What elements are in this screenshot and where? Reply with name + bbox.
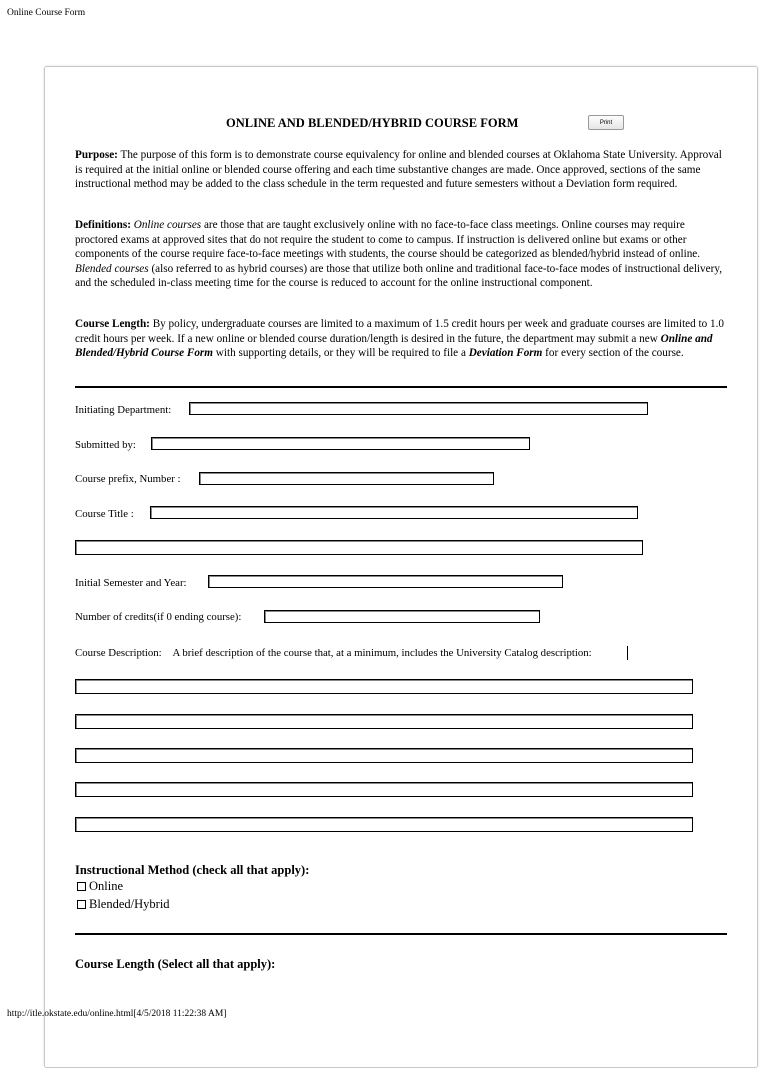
instructional-method-heading: Instructional Method (check all that apply): <box>75 863 310 877</box>
online-option-label: Online <box>89 879 124 893</box>
online-blended-form-name: Online and Blended/Hybrid Course Form <box>75 332 713 360</box>
definitions-paragraph <box>75 218 727 291</box>
submitted-by-label: Submitted by: <box>75 439 136 451</box>
course-description-title: Course Description: <box>75 647 162 659</box>
initiating-department-input[interactable] <box>189 402 648 415</box>
number-of-credits-label: Number of credits(if 0 ending course): <box>75 611 242 623</box>
initial-semester-label: Initial Semester and Year: <box>75 577 187 589</box>
course-description-line-4[interactable] <box>75 782 693 797</box>
course-prefix-label: Course prefix, Number : <box>75 473 181 485</box>
browser-print-header: Online Course Form <box>7 8 86 18</box>
deviation-form-name: Deviation Form <box>468 347 543 360</box>
course-title-input[interactable] <box>150 506 638 519</box>
course-description-line-2[interactable] <box>75 714 693 729</box>
purpose-label: Purpose: <box>75 149 118 161</box>
text-caret <box>627 646 628 660</box>
course-length-text-1: By policy, undergraduate courses are limited to a maximum of 1.5 credit hours per week and graduate courses are limited to 1.0 credit hours per week. If a new online or blended course duration/length is desired in the future, the department may submit a new <box>75 318 725 345</box>
course-description-line-1[interactable] <box>75 679 693 694</box>
course-length-select-heading: Course Length (Select all that apply): <box>75 957 276 971</box>
course-description-hint: A brief description of the course that, at a minimum, includes the University Catalog description: <box>172 647 592 659</box>
definitions-text-1: are those that are taught exclusively online with no face-to-face class meetings. Online courses may require proctored exams at approved sites that do not require the student to come to campus. If instruction is delivered online but exams or other components of the course require face-to-face meetings with students, the course should be categorized as blended/hybrid instead of online. <box>75 219 701 261</box>
course-length-text-2: with supporting details, or they will be required to file a <box>213 347 469 360</box>
divider-bottom <box>75 933 727 935</box>
blended-hybrid-option[interactable] <box>77 897 170 912</box>
online-checkbox[interactable] <box>77 882 86 891</box>
course-prefix-input[interactable] <box>199 472 494 485</box>
course-length-text-3: for every section of the course. <box>542 347 684 360</box>
divider-top <box>75 386 727 388</box>
form-title: ONLINE AND BLENDED/HYBRID COURSE FORM <box>226 116 519 130</box>
blended-hybrid-checkbox[interactable] <box>77 900 86 909</box>
course-description-label <box>75 646 592 660</box>
course-length-label: Course Length: <box>75 318 150 330</box>
initiating-department-label: Initiating Department: <box>75 404 172 416</box>
purpose-text: The purpose of this form is to demonstrate course equivalency for online and blended courses at Oklahoma State University. Approval is required at the initial online or blended course offering and each time substantive changes are made. Once approved, sections of the same instructional method may be added to the class schedule in the term requested and future semesters without a Deviation form required. <box>75 149 722 191</box>
course-length-paragraph <box>75 317 727 361</box>
course-description-line-3[interactable] <box>75 748 693 763</box>
submitted-by-input[interactable] <box>151 437 530 450</box>
purpose-paragraph <box>75 148 727 192</box>
course-title-label: Course Title : <box>75 508 134 520</box>
online-option[interactable] <box>77 879 123 894</box>
number-of-credits-input[interactable] <box>264 610 540 623</box>
form-frame <box>44 66 758 1068</box>
course-description-line-5[interactable] <box>75 817 693 832</box>
definitions-label: Definitions: <box>75 219 131 231</box>
blended-hybrid-option-label: Blended/Hybrid <box>89 897 170 911</box>
course-title-input-line-2[interactable] <box>75 540 643 555</box>
initial-semester-input[interactable] <box>208 575 563 588</box>
definitions-text-2: (also referred to as hybrid courses) are those that utilize both online and traditional face-to-face modes of instructional delivery, and the scheduled in-class meeting time for the course is reduced to account for the online instructional component. <box>75 262 722 290</box>
browser-print-footer: http://itle.okstate.edu/online.html[4/5/2018 11:22:38 AM] <box>7 1009 227 1019</box>
print-button[interactable]: Print <box>588 115 624 130</box>
blended-courses-term: Blended courses <box>75 262 149 275</box>
online-courses-term: Online courses <box>133 219 202 231</box>
